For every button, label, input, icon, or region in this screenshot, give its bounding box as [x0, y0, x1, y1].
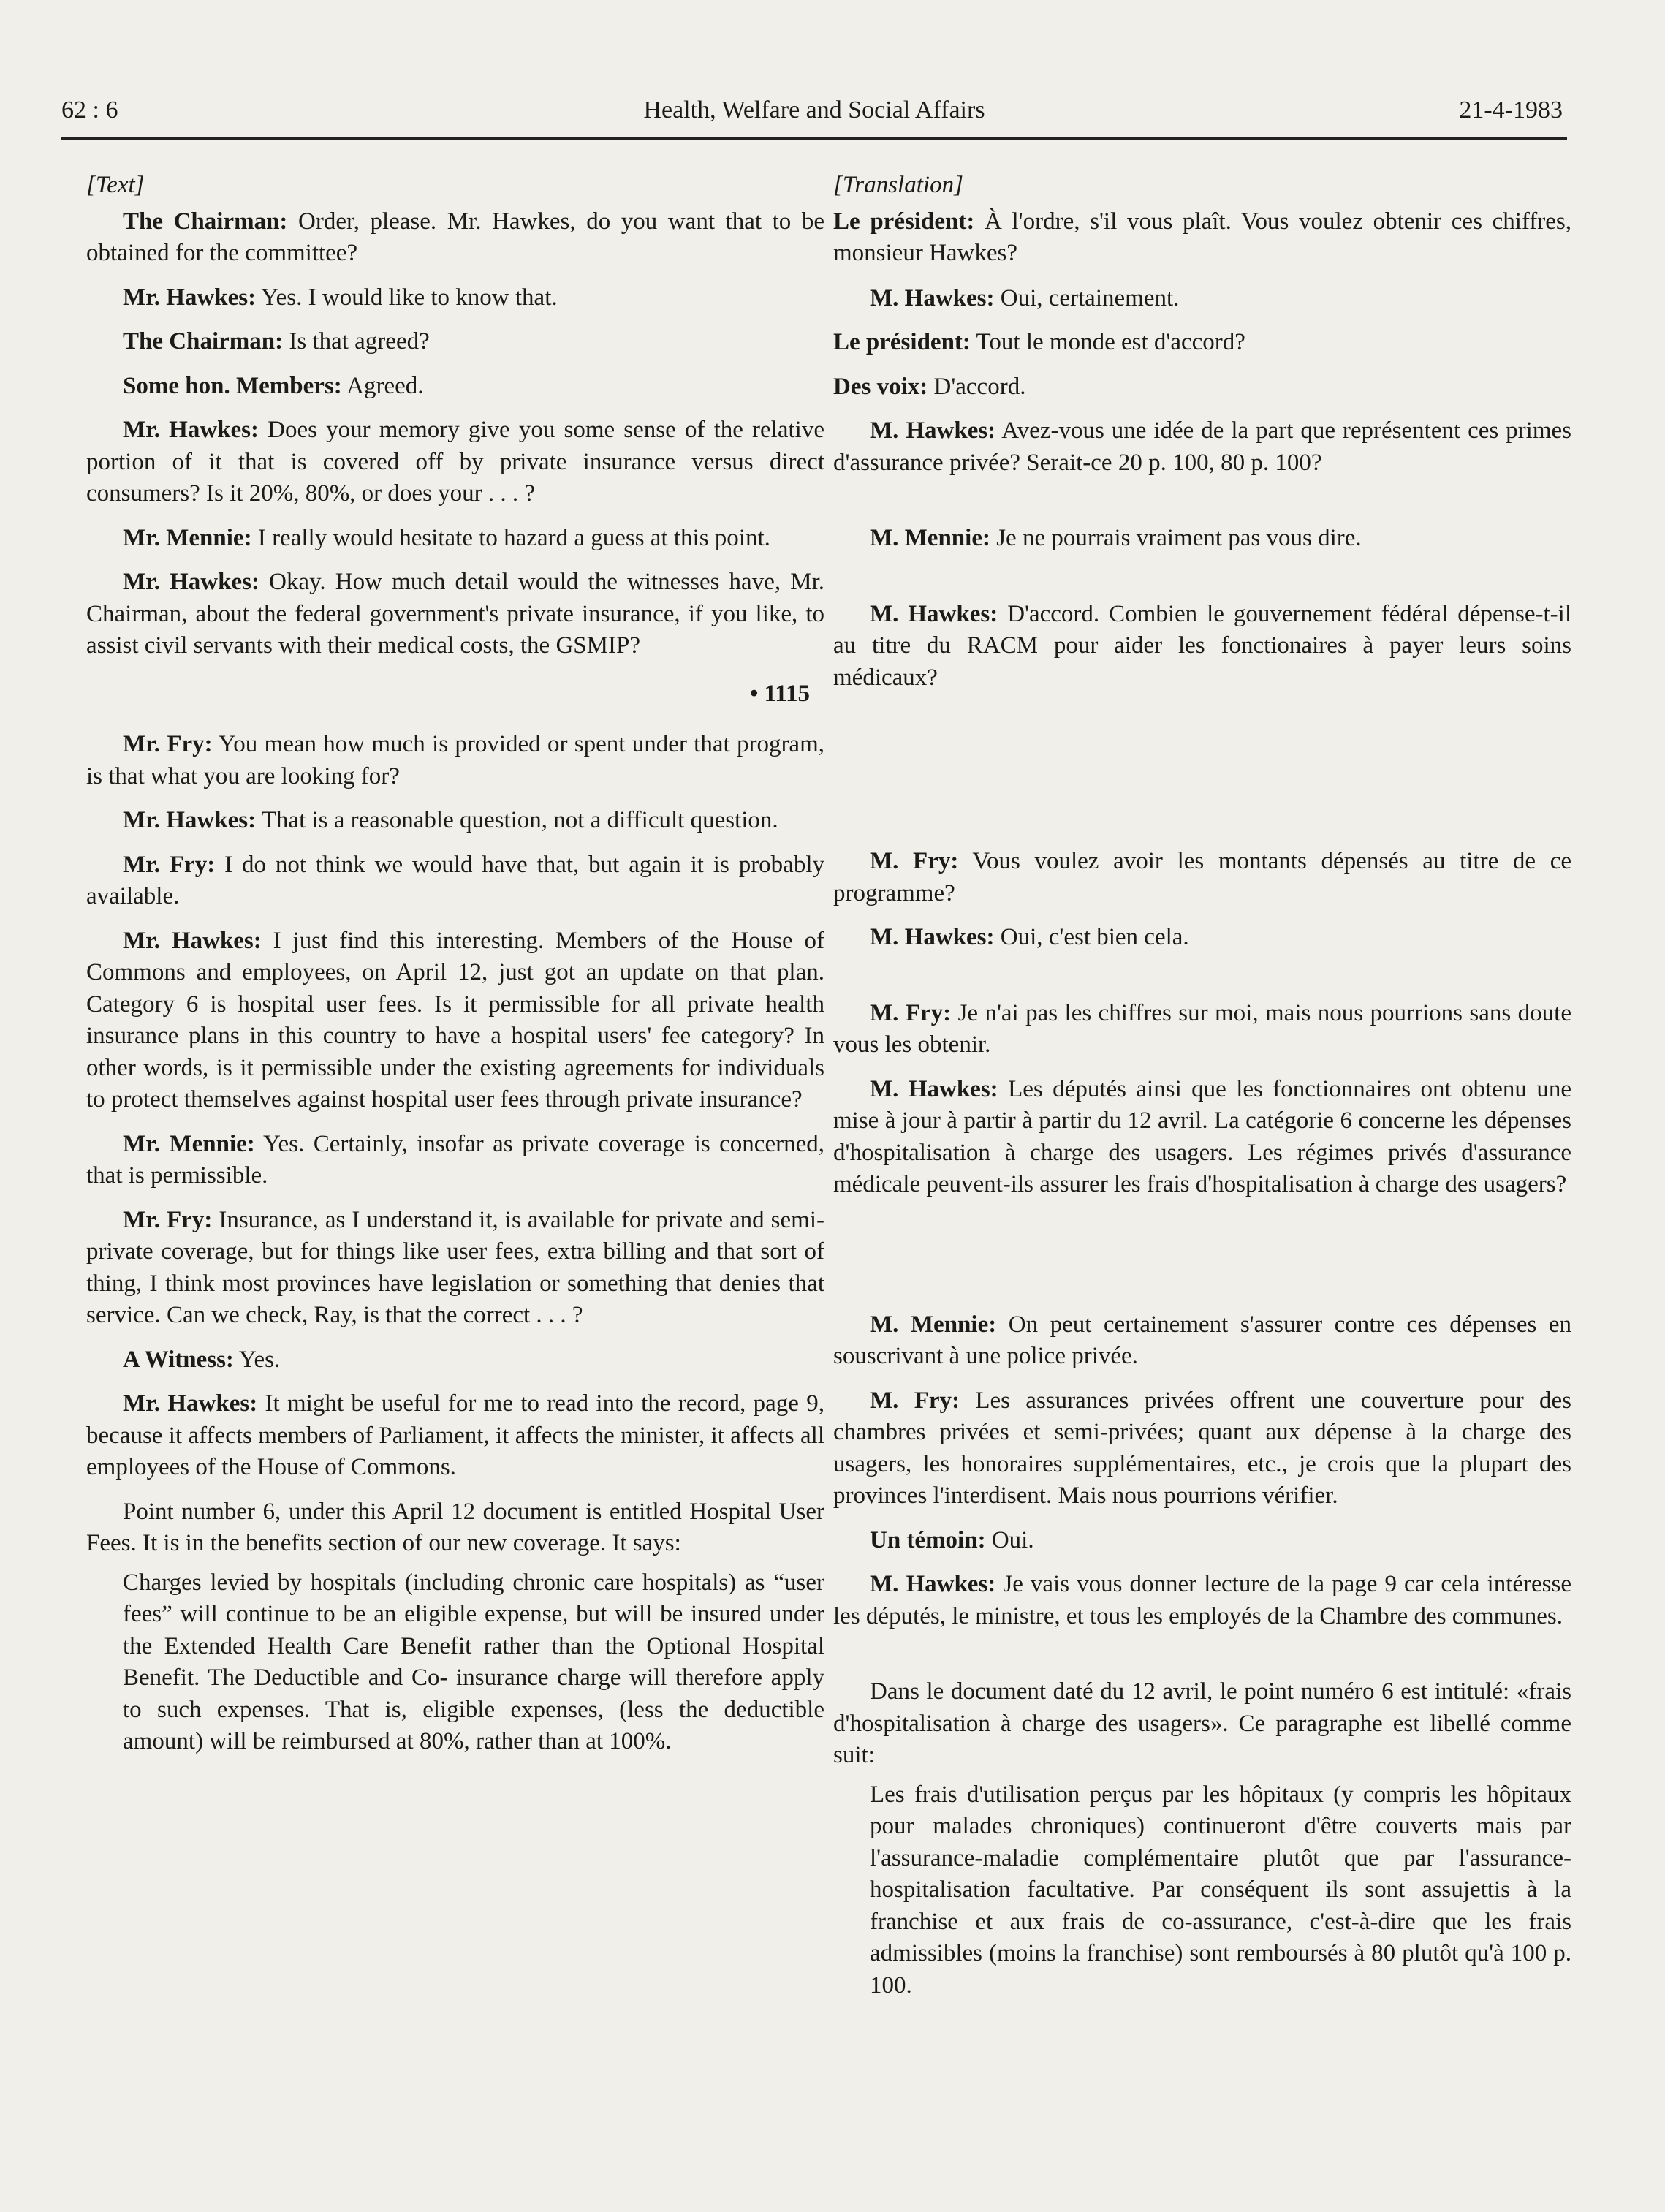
speaker: M. Mennie:: [870, 1311, 997, 1338]
speaker: Le président:: [833, 329, 971, 355]
paragraph: [86, 326, 824, 358]
speaker: Mr. Fry:: [123, 1206, 213, 1233]
speech: Yes.: [233, 1346, 281, 1373]
paragraph: [833, 998, 1571, 1061]
speech: Oui, c'est bien cela.: [994, 924, 1189, 950]
speech: I just find this interesting. Members of the House of Commons and employees, on April 12, just got an update on that plan. Category 6 is hospital user fees. Is it permissible for all private health insurance plans in this country to have a hospital users' fee category? In other words, is it permissible under the existing agreements for individuals to protect themselves against hospital user fees through private insurance?: [86, 927, 824, 1113]
speech: Is that agreed?: [283, 328, 430, 355]
paragraph: [86, 1344, 824, 1376]
speaker: M. Hawkes:: [870, 924, 995, 950]
speaker: Mr. Hawkes:: [123, 284, 257, 311]
speaker: Mr. Hawkes:: [123, 927, 262, 954]
speaker: Mr. Hawkes:: [123, 417, 259, 443]
paragraph: [833, 206, 1571, 270]
paragraph: [833, 415, 1571, 479]
speech: À l'ordre, s'il vous plaît. Vous voulez obtenir ces chiffres, monsieur Hawkes?: [833, 208, 1572, 266]
paragraph: [86, 567, 824, 662]
speaker: M. Fry:: [870, 1387, 960, 1414]
speaker: The Chairman:: [123, 328, 284, 355]
speech: Les députés ainsi que les fonctionnaires ont obtenu une mise à jour à partir à partir du 12 avril. La catégorie 6 concerne les dépenses d'hospitalisation à charge des usagers. Les régimes privés d'assurance médicale peuvent-ils assurer les frais d'hospitalisation à charge des usagers?: [833, 1075, 1572, 1197]
speech: Okay. How much detail would the witnesses have, Mr. Chairman, about the federal government's private insurance, if you like, to assist civil servants with their medical costs, the GSMIP?: [86, 569, 824, 659]
english-column: [86, 170, 824, 1758]
speech: D'accord. Combien le gouvernement fédéral dépense-t-il au titre du RACM pour aider les fonctionaires à payer leurs soins médicaux?: [833, 600, 1572, 691]
speech: You mean how much is provided or spent under that program, is that what you are looking for?: [86, 731, 825, 789]
paragraph: [833, 599, 1571, 694]
paragraph: Point number 6, under this April 12 document is entitled Hospital User Fees. It is in the benefits section of our new coverage. It says:: [86, 1498, 824, 1556]
speaker: A Witness:: [123, 1346, 234, 1373]
paragraph: [833, 922, 1571, 954]
block-quote: Les frais d'utilisation perçus par les hôpitaux (y compris les hôpitaux pour malades chroniques) continueront d'être couverts mais par l'assurance-maladie complémentaire plutôt que par l'assurance-hospitalisation facultative. Par conséquent ils sont assujettis à la franchise et aux frais de co-assurance, c'est-à-dire que les frais admissibles (moins la franchise) sont remboursés à 80 plutôt qu'à 100 p. 100.: [870, 1781, 1571, 1999]
paragraph: [833, 846, 1571, 909]
paragraph: [86, 849, 824, 913]
speaker: M. Hawkes:: [870, 417, 996, 444]
speech: Je ne pourrais vraiment pas vous dire.: [990, 525, 1362, 551]
speaker: M. Hawkes:: [870, 600, 998, 627]
speech: I really would hesitate to hazard a guess at this point.: [251, 524, 770, 551]
speaker: M. Hawkes:: [870, 1571, 996, 1597]
paragraph: [86, 1205, 824, 1332]
speaker: M. Hawkes:: [870, 1075, 998, 1102]
paragraph: [833, 1309, 1571, 1373]
timecode: • 1115: [749, 680, 810, 707]
speech: On peut certainement s'assurer contre ces dépenses en souscrivant à une police privée.: [833, 1311, 1571, 1369]
speaker: Mr. Fry:: [123, 731, 213, 757]
speaker: M. Fry:: [870, 999, 952, 1026]
paragraph: [833, 523, 1571, 555]
paragraph: [833, 327, 1571, 359]
speech: Avez-vous une idée de la part que représentent ces primes d'assurance privée? Serait-ce 20 p. 100, 80 p. 100?: [833, 417, 1571, 476]
speaker: Mr. Hawkes:: [123, 1390, 258, 1417]
speaker: Mr. Mennie:: [123, 524, 252, 551]
speech: I do not think we would have that, but again it is probably available.: [86, 851, 824, 909]
speech: It might be useful for me to read into the record, page 9, because it affects members of Parliament, it affects the minister, it affects all employees of the House of Commons.: [86, 1390, 824, 1480]
speaker: Some hon. Members:: [123, 372, 342, 399]
speech: D'accord.: [928, 373, 1026, 400]
page-header: [61, 96, 1567, 140]
speaker: Le président:: [833, 208, 975, 235]
speech: Je n'ai pas les chiffres sur moi, mais nous pourrions sans doute vous les obtenir.: [833, 999, 1571, 1058]
block-quote: Charges levied by hospitals (including chronic care hospitals) as “user fees” will continue to be an eligible expense, but will be insured under the Extended Health Care Benefit rather than the Optional Hospital Benefit. The Deductible and Co- insurance charge will therefore apply to such expenses. That is, eligible expenses, (less the deductible amount) will be reimbursed at 80%, rather than at 100%.: [123, 1569, 824, 1754]
speaker: Mr. Fry:: [123, 851, 216, 878]
speaker: Mr. Mennie:: [123, 1130, 255, 1157]
speech: Je vais vous donner lecture de la page 9 car cela intéresse les députés, le ministre, et tous les employés de la Chambre des communes.: [833, 1571, 1571, 1629]
french-column: [833, 170, 1571, 2001]
paragraph: [86, 805, 824, 837]
paragraph: [833, 1569, 1571, 1632]
speaker: Un témoin:: [870, 1526, 986, 1553]
speech: Does your memory give you some sense of the relative portion of it that is covered off by private insurance versus direct consumers? Is it 20%, 80%, or does your . . . ?: [86, 417, 824, 507]
speech: Tout le monde est d'accord?: [970, 329, 1245, 355]
speaker: M. Fry:: [870, 848, 959, 874]
paragraph: [86, 729, 824, 792]
paragraph: [833, 371, 1571, 404]
paragraph: [86, 523, 824, 555]
paragraph: Dans le document daté du 12 avril, le point numéro 6 est intitulé: «frais d'hospitalisation à charge des usagers». Ce paragraphe est libellé comme suit:: [833, 1678, 1571, 1768]
speech: Les assurances privées offrent une couverture pour des chambres privées et semi-privées; quant aux dépense à la charge des usagers, les honoraires supplémentaires, etc., je crois que la plupart des provinces l'interdisent. Mais nous pourrions vérifier.: [833, 1387, 1571, 1509]
running-title: Health, Welfare and Social Affairs: [643, 96, 985, 124]
speech: Oui.: [985, 1526, 1034, 1553]
speaker: Mr. Hawkes:: [123, 807, 257, 833]
speaker: Mr. Hawkes:: [123, 569, 259, 595]
paragraph: [86, 206, 824, 270]
speech: Insurance, as I understand it, is available for private and semi-private coverage, but for things like user fees, extra billing and that sort of thing, I think most provinces have legislation or something that denies that service. Can we check, Ray, is that the correct . . . ?: [86, 1206, 824, 1328]
paragraph: [833, 283, 1571, 315]
speaker: The Chairman:: [123, 208, 288, 235]
paragraph: [86, 282, 824, 314]
header-date: 21-4-1983: [1459, 96, 1563, 124]
speech: Agreed.: [341, 372, 424, 399]
paragraph: [833, 1525, 1571, 1557]
page-number: 62 : 6: [61, 96, 118, 124]
speech: Vous voulez avoir les montants dépensés au titre de ce programme?: [833, 848, 1571, 906]
paragraph: [86, 925, 824, 1116]
paragraph: [86, 414, 824, 510]
speech: Oui, certainement.: [994, 284, 1180, 311]
speaker: M. Mennie:: [870, 525, 990, 551]
speech: Order, please. Mr. Hawkes, do you want that to be obtained for the committee?: [86, 208, 825, 266]
speaker: M. Hawkes:: [870, 284, 995, 311]
speech: That is a reasonable question, not a difficult question.: [256, 807, 778, 833]
paragraph: [833, 1074, 1571, 1201]
speech: Yes. Certainly, insofar as private coverage is concerned, that is permissible.: [86, 1130, 824, 1189]
speech: Yes. I would like to know that.: [256, 284, 558, 311]
speaker: Des voix:: [833, 373, 928, 400]
paragraph: [86, 1129, 824, 1192]
translation-tag: [Translation]: [833, 172, 963, 198]
paragraph: [86, 371, 824, 403]
paragraph: [86, 1388, 824, 1484]
text-tag: [Text]: [86, 172, 145, 198]
paragraph: [833, 1385, 1571, 1512]
